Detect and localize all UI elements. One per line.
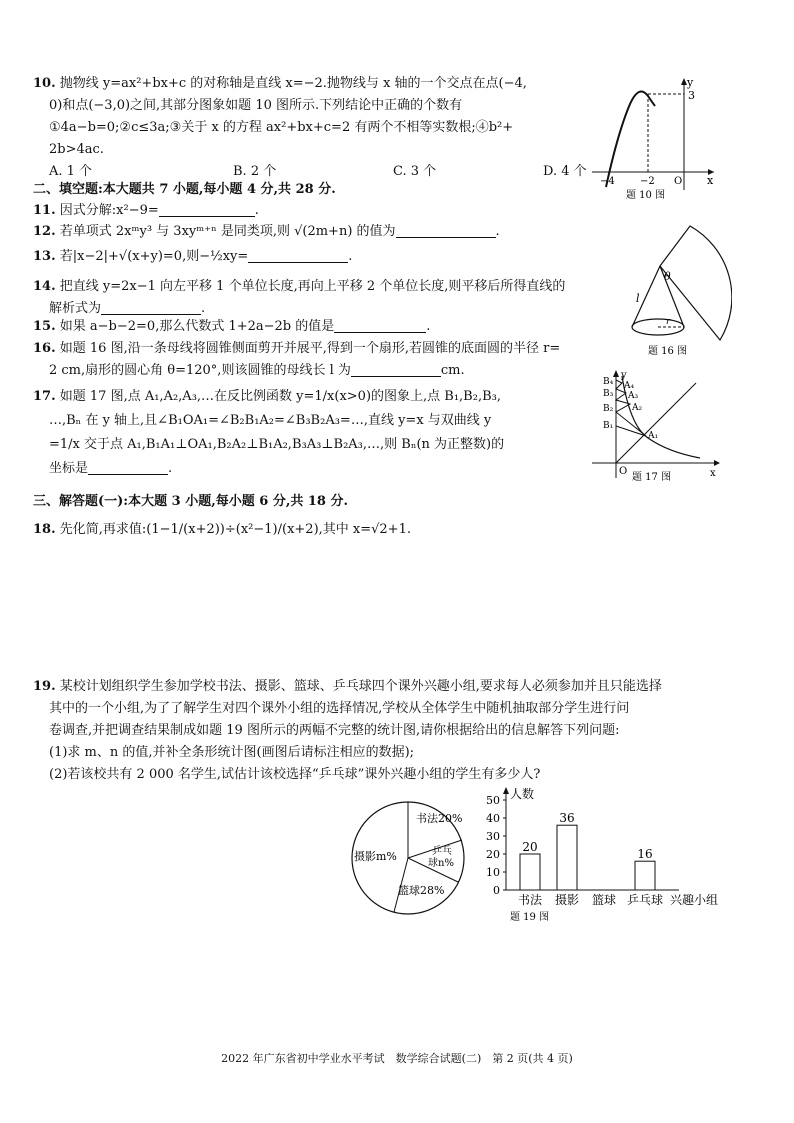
question-11 <box>33 200 259 222</box>
fig19-caption: 题 19 图 <box>510 912 550 923</box>
y-tick-label: 40 <box>486 812 500 825</box>
q19-line-1: 某校计划组织学生参加学校书法、摄影、篮球、乒乓球四个课外兴趣小组,要求每人必须参加并且只能选择 <box>59 679 662 694</box>
x-tick-label: 乒乓球 <box>626 893 664 907</box>
question-12 <box>33 221 500 243</box>
q12-answer-blank <box>396 223 496 238</box>
fig17-a4: A₄ <box>624 381 635 391</box>
q11-number: 11. <box>33 203 56 218</box>
section-2-heading: 二、填空题:本大题共 7 小题,每小题 4 分,共 28 分. <box>33 182 336 197</box>
q17-end: . <box>168 461 173 476</box>
q10-line-2: 0)和点(−3,0)之间,其部分图象如题 10 图所示.下列结论中正确的个数有 <box>49 98 463 113</box>
fig10-label-neg2: −2 <box>640 176 655 187</box>
q10-line-4: 2b>4ac. <box>49 142 104 157</box>
q12-text: 若单项式 2xᵐy³ 与 3xyᵐ⁺ⁿ 是同类项,则 √(2m+n) 的值为 <box>59 224 396 239</box>
figure-10 <box>592 72 722 200</box>
x-tick-label: 书法 <box>517 893 543 907</box>
q18-number: 18. <box>33 522 56 537</box>
fig17-caption: 题 17 图 <box>632 472 672 482</box>
question-16 <box>33 338 623 382</box>
x-tick-label: 篮球 <box>591 893 617 907</box>
q13-end: . <box>348 249 353 264</box>
bar-chart <box>474 784 724 924</box>
bar <box>635 861 655 890</box>
q10-option-d: D. 4 个 <box>543 164 587 179</box>
fig17-b4: B₄ <box>603 377 614 387</box>
question-18 <box>33 519 411 541</box>
q18-text: 先化简,再求值:(1−1/(x+2))÷(x²−1)/(x+2),其中 x=√2+1. <box>59 522 411 537</box>
q17-answer-blank <box>88 460 168 475</box>
bar <box>520 854 540 890</box>
question-19 <box>33 676 773 792</box>
question-13 <box>33 246 352 268</box>
q13-answer-blank <box>248 248 348 263</box>
q17-number: 17. <box>33 389 56 404</box>
fig10-x-label: x <box>707 174 714 187</box>
q14-end: . <box>201 301 206 316</box>
fig17-b3: B₃ <box>603 389 614 399</box>
bar-data-label: 16 <box>637 847 653 862</box>
fig17-a2: A₂ <box>632 403 643 413</box>
q19-line-4: (1)求 m、n 的值,并补全条形统计图(画图后请标注相应的数据); <box>49 745 415 760</box>
fig16-theta: θ <box>664 270 671 283</box>
q16-line-1: 如题 16 图,沿一条母线将圆锥侧面剪开并展平,得到一个扇形,若圆锥的底面圆的半径 r= <box>59 341 561 356</box>
q16-line-2: 2 cm,扇形的圆心角 θ=120°,则该圆锥的母线长 l 为 <box>49 363 351 378</box>
question-15 <box>33 316 430 338</box>
x-tick-label: 摄影 <box>554 893 580 907</box>
fig16-caption: 题 16 图 <box>648 346 688 357</box>
bar-chart-ylabel: 人数 <box>510 787 535 801</box>
q14-answer-blank <box>101 300 201 315</box>
fig17-b1: B₁ <box>603 421 614 431</box>
q17-line-3: =1/x 交于点 A₁,B₁A₁⊥OA₁,B₂A₂⊥B₁A₂,B₃A₃⊥B₂A₃,…,则 Bₙ(n 为正整数)的 <box>49 437 505 452</box>
fig17-a1: A₁ <box>648 431 659 441</box>
q11-answer-blank <box>159 202 255 217</box>
pie-label-pingpong-2: 球n% <box>428 858 454 869</box>
pie-label-shufa: 书法20% <box>416 812 463 825</box>
figure-17 <box>588 366 728 482</box>
q17-line-1: 如题 17 图,点 A₁,A₂,A₃,…在反比例函数 y=1/x(x>0)的图象上,点 B₁,B₂,B₃, <box>59 389 501 404</box>
fig17-x-label: x <box>710 468 716 479</box>
q14-number: 14. <box>33 279 56 294</box>
q19-line-2: 其中的一个小组,为了了解学生对四个课外小组的选择情况,学校从全体学生中随机抽取部分学生进行问 <box>49 701 630 716</box>
fig10-origin: O <box>674 176 683 187</box>
q10-line-1: 抛物线 y=ax²+bx+c 的对称轴是直线 x=−2.抛物线与 x 轴的一个交点在点(−4, <box>59 76 527 91</box>
fig17-origin: O <box>619 466 628 477</box>
fig17-a3: A₃ <box>628 391 639 401</box>
q19-number: 19. <box>33 679 56 694</box>
q10-option-a: A. 1 个 <box>49 164 93 179</box>
fig10-caption: 题 10 图 <box>626 190 666 200</box>
q19-line-3: 卷调查,并把调查结果制成如题 19 图所示的两幅不完整的统计图,请你根据给出的信息解答下列问题: <box>49 723 620 738</box>
q15-number: 15. <box>33 319 56 334</box>
q13-number: 13. <box>33 249 56 264</box>
pie-label-lanqiu: 篮球28% <box>398 884 445 897</box>
q14-line-2: 解析式为 <box>49 301 102 316</box>
q11-end: . <box>254 203 259 218</box>
question-17 <box>33 386 588 486</box>
bar-chart-xlabel: 兴趣小组 <box>670 893 719 907</box>
fig10-label-3: 3 <box>688 89 695 102</box>
question-14 <box>33 276 623 320</box>
q10-option-c: C. 3 个 <box>393 164 437 179</box>
figure-16 <box>620 222 732 360</box>
page-footer: 2022 年广东省初中学业水平考试 数学综合试题(二) 第 2 页(共 4 页) <box>221 1052 573 1065</box>
q15-answer-blank <box>334 318 426 333</box>
bar-data-label: 36 <box>559 811 575 826</box>
q16-end: cm. <box>440 363 465 378</box>
fig16-l: l <box>636 292 640 305</box>
q14-line-1: 把直线 y=2x−1 向左平移 1 个单位长度,再向上平移 2 个单位长度,则平移后所得直线的 <box>59 279 566 294</box>
q16-number: 16. <box>33 341 56 356</box>
fig10-y-label: y <box>687 76 694 89</box>
q15-end: . <box>426 319 431 334</box>
q16-answer-blank <box>351 362 441 377</box>
fig17-y-label: y <box>621 370 627 381</box>
fig10-label-neg4: −4 <box>600 176 615 187</box>
pie-chart <box>348 798 468 918</box>
q10-number: 10. <box>33 76 56 91</box>
q17-line-4: 坐标是 <box>49 461 89 476</box>
y-tick-label: 20 <box>486 848 500 861</box>
bar <box>557 825 577 890</box>
pie-label-sheying: 摄影m% <box>354 850 397 863</box>
y-tick-label: 30 <box>486 830 500 843</box>
q17-line-2: …,Bₙ 在 y 轴上,且∠B₁OA₁=∠B₂B₁A₂=∠B₃B₂A₃=…,直线 y=x 与双曲线 y <box>49 413 492 428</box>
q12-end: . <box>495 224 500 239</box>
q12-number: 12. <box>33 224 56 239</box>
section-3-heading: 三、解答题(一):本大题 3 小题,每小题 6 分,共 18 分. <box>33 494 349 509</box>
pie-label-pingpong-1: 乒乓 <box>432 846 452 857</box>
y-tick-label: 10 <box>486 866 500 879</box>
y-tick-label: 0 <box>493 884 500 897</box>
q19-line-5: (2)若该校共有 2 000 名学生,试估计该校选择“乒乓球”课外兴趣小组的学生有多少人? <box>49 767 541 782</box>
q10-line-3: ①4a−b=0;②c≤3a;③关于 x 的方程 ax²+bx+c=2 有两个不相等实数根;④b²+ <box>49 120 514 135</box>
q15-text: 如果 a−b−2=0,那么代数式 1+2a−2b 的值是 <box>59 319 335 334</box>
fig16-r: r <box>666 317 671 327</box>
q11-text: 因式分解:x²−9= <box>59 203 159 218</box>
y-tick-label: 50 <box>486 794 500 807</box>
q13-text: 若|x−2|+√(x+y)=0,则−½xy= <box>59 249 249 264</box>
q10-option-b: B. 2 个 <box>233 164 277 179</box>
fig17-b2: B₂ <box>603 404 614 414</box>
question-10 <box>33 73 593 183</box>
bar-data-label: 20 <box>522 840 538 854</box>
